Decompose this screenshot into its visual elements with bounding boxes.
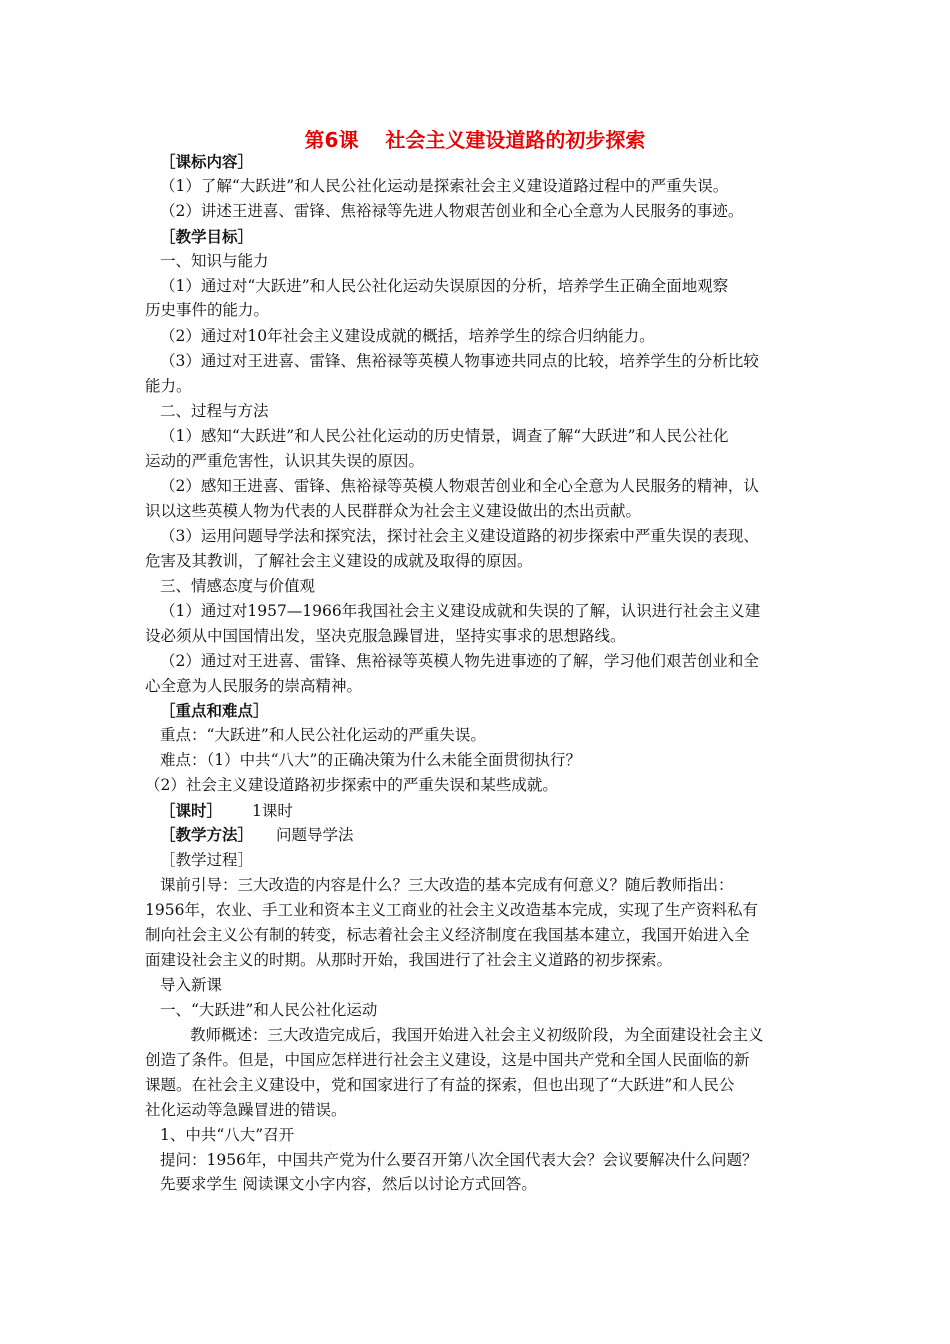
text-line: 能力。 bbox=[145, 377, 192, 395]
text-line: （2）通过对10年社会主义建设成就的概括，培养学生的综合归纳能力。 bbox=[160, 327, 655, 345]
text-line: 三、情感态度与价值观 bbox=[160, 577, 316, 595]
text-line: 心全意为人民服务的崇高精神。 bbox=[145, 677, 363, 695]
keshi-value: 1课时 bbox=[252, 802, 293, 820]
text-line: 重点：“大跃进”和人民公社化运动的严重失误。 bbox=[160, 726, 486, 744]
text-line: （2）感知王进喜、雷锋、焦裕禄等英模人物艰苦创业和全心全意为人民服务的精神，认 bbox=[160, 477, 759, 495]
text-line: 先要求学生 阅读课文小字内容，然后以讨论方式回答。 bbox=[160, 1175, 537, 1193]
page-title: 第6课 社会主义建设道路的初步探索 bbox=[304, 128, 646, 152]
text-line: （2）讲述王进喜、雷锋、焦裕禄等先进人物艰苦创业和全心全意为人民服务的事迹。 bbox=[160, 202, 744, 220]
text-line: 危害及其教训，了解社会主义建设的成就及取得的原因。 bbox=[145, 552, 533, 570]
text-line: 提问：1956年，中国共产党为什么要召开第八次全国代表大会？会议要解决什么问题？ bbox=[160, 1151, 758, 1169]
text-line: 创造了条件。但是，中国应怎样进行社会主义建设，这是中国共产党和全国人民面临的新 bbox=[145, 1051, 750, 1069]
text-line: 导入新课 bbox=[160, 976, 223, 994]
text-line: 运动的严重危害性，认识其失误的原因。 bbox=[145, 452, 425, 470]
text-line: 一、知识与能力 bbox=[160, 252, 269, 270]
text-line: 二、过程与方法 bbox=[160, 402, 269, 420]
text-line: （1）感知“大跃进”和人民公社化运动的历史情景，调查了解“大跃进”和人民公社化 bbox=[160, 427, 729, 445]
keshi-label: ［课时］ bbox=[160, 802, 223, 820]
section-heading-mubiao: ［教学目标］ bbox=[160, 228, 254, 246]
guocheng-label: ［教学过程］ bbox=[160, 851, 254, 869]
text-line: （2）通过对王进喜、雷锋、焦裕禄等英模人物先进事迹的了解，学习他们艰苦创业和全 bbox=[160, 652, 759, 670]
text-line: （1）通过对1957—1966年我国社会主义建设成就和失误的了解，认识进行社会主义建 bbox=[160, 602, 761, 620]
text-line: 1、中共“八大”召开 bbox=[160, 1126, 295, 1144]
section-heading-zhongdian: ［重点和难点］ bbox=[160, 702, 269, 720]
text-line: 课前引导：三大改造的内容是什么？三大改造的基本完成有何意义？随后教师指出： bbox=[160, 876, 734, 894]
text-line: 设必须从中国国情出发，坚决克服急躁冒进，坚持实事求的思想路线。 bbox=[145, 627, 626, 645]
text-line: 教师概述：三大改造完成后，我国开始进入社会主义初级阶段，为全面建设社会主义 bbox=[190, 1026, 764, 1044]
text-line: 制向社会主义公有制的转变，标志着社会主义经济制度在我国基本建立，我国开始进入全 bbox=[145, 926, 750, 944]
text-line: （2）社会主义建设道路初步探索中的严重失误和某些成就。 bbox=[145, 776, 558, 794]
text-line: 社化运动等急躁冒进的错误。 bbox=[145, 1101, 347, 1119]
text-line: 难点：（1）中共“八大”的正确决策为什么未能全面贯彻执行？ bbox=[160, 751, 581, 769]
text-line: 面建设社会主义的时期。从那时开始，我国进行了社会主义道路的初步探索。 bbox=[145, 951, 673, 969]
text-line: （1）了解“大跃进”和人民公社化运动是探索社会主义建设道路过程中的严重失误。 bbox=[160, 177, 729, 195]
fangfa-label: ［教学方法］ bbox=[160, 826, 254, 844]
text-line: （1）通过对“大跃进”和人民公社化运动失误原因的分析，培养学生正确全面地观察 bbox=[160, 277, 729, 295]
text-line: （3）通过对王进喜、雷锋、焦裕禄等英模人物事迹共同点的比较，培养学生的分析比较 bbox=[160, 352, 759, 370]
text-line: 课题。在社会主义建设中，党和国家进行了有益的探索，但也出现了“大跃进”和人民公 bbox=[145, 1076, 735, 1094]
text-line: 1956年，农业、手工业和资本主义工商业的社会主义改造基本完成，实现了生产资料私有 bbox=[145, 901, 758, 919]
text-line: 一、“大跃进”和人民公社化运动 bbox=[160, 1001, 378, 1019]
text-line: 识以这些英模人物为代表的人民群群众为社会主义建设做出的杰出贡献。 bbox=[145, 502, 642, 520]
section-heading-kebiao: ［课标内容］ bbox=[160, 153, 254, 171]
text-line: 历史事件的能力。 bbox=[145, 301, 270, 319]
fangfa-value: 问题导学法 bbox=[276, 826, 354, 844]
text-line: （3）运用问题导学法和探究法，探讨社会主义建设道路的初步探索中严重失误的表现、 bbox=[160, 527, 759, 545]
